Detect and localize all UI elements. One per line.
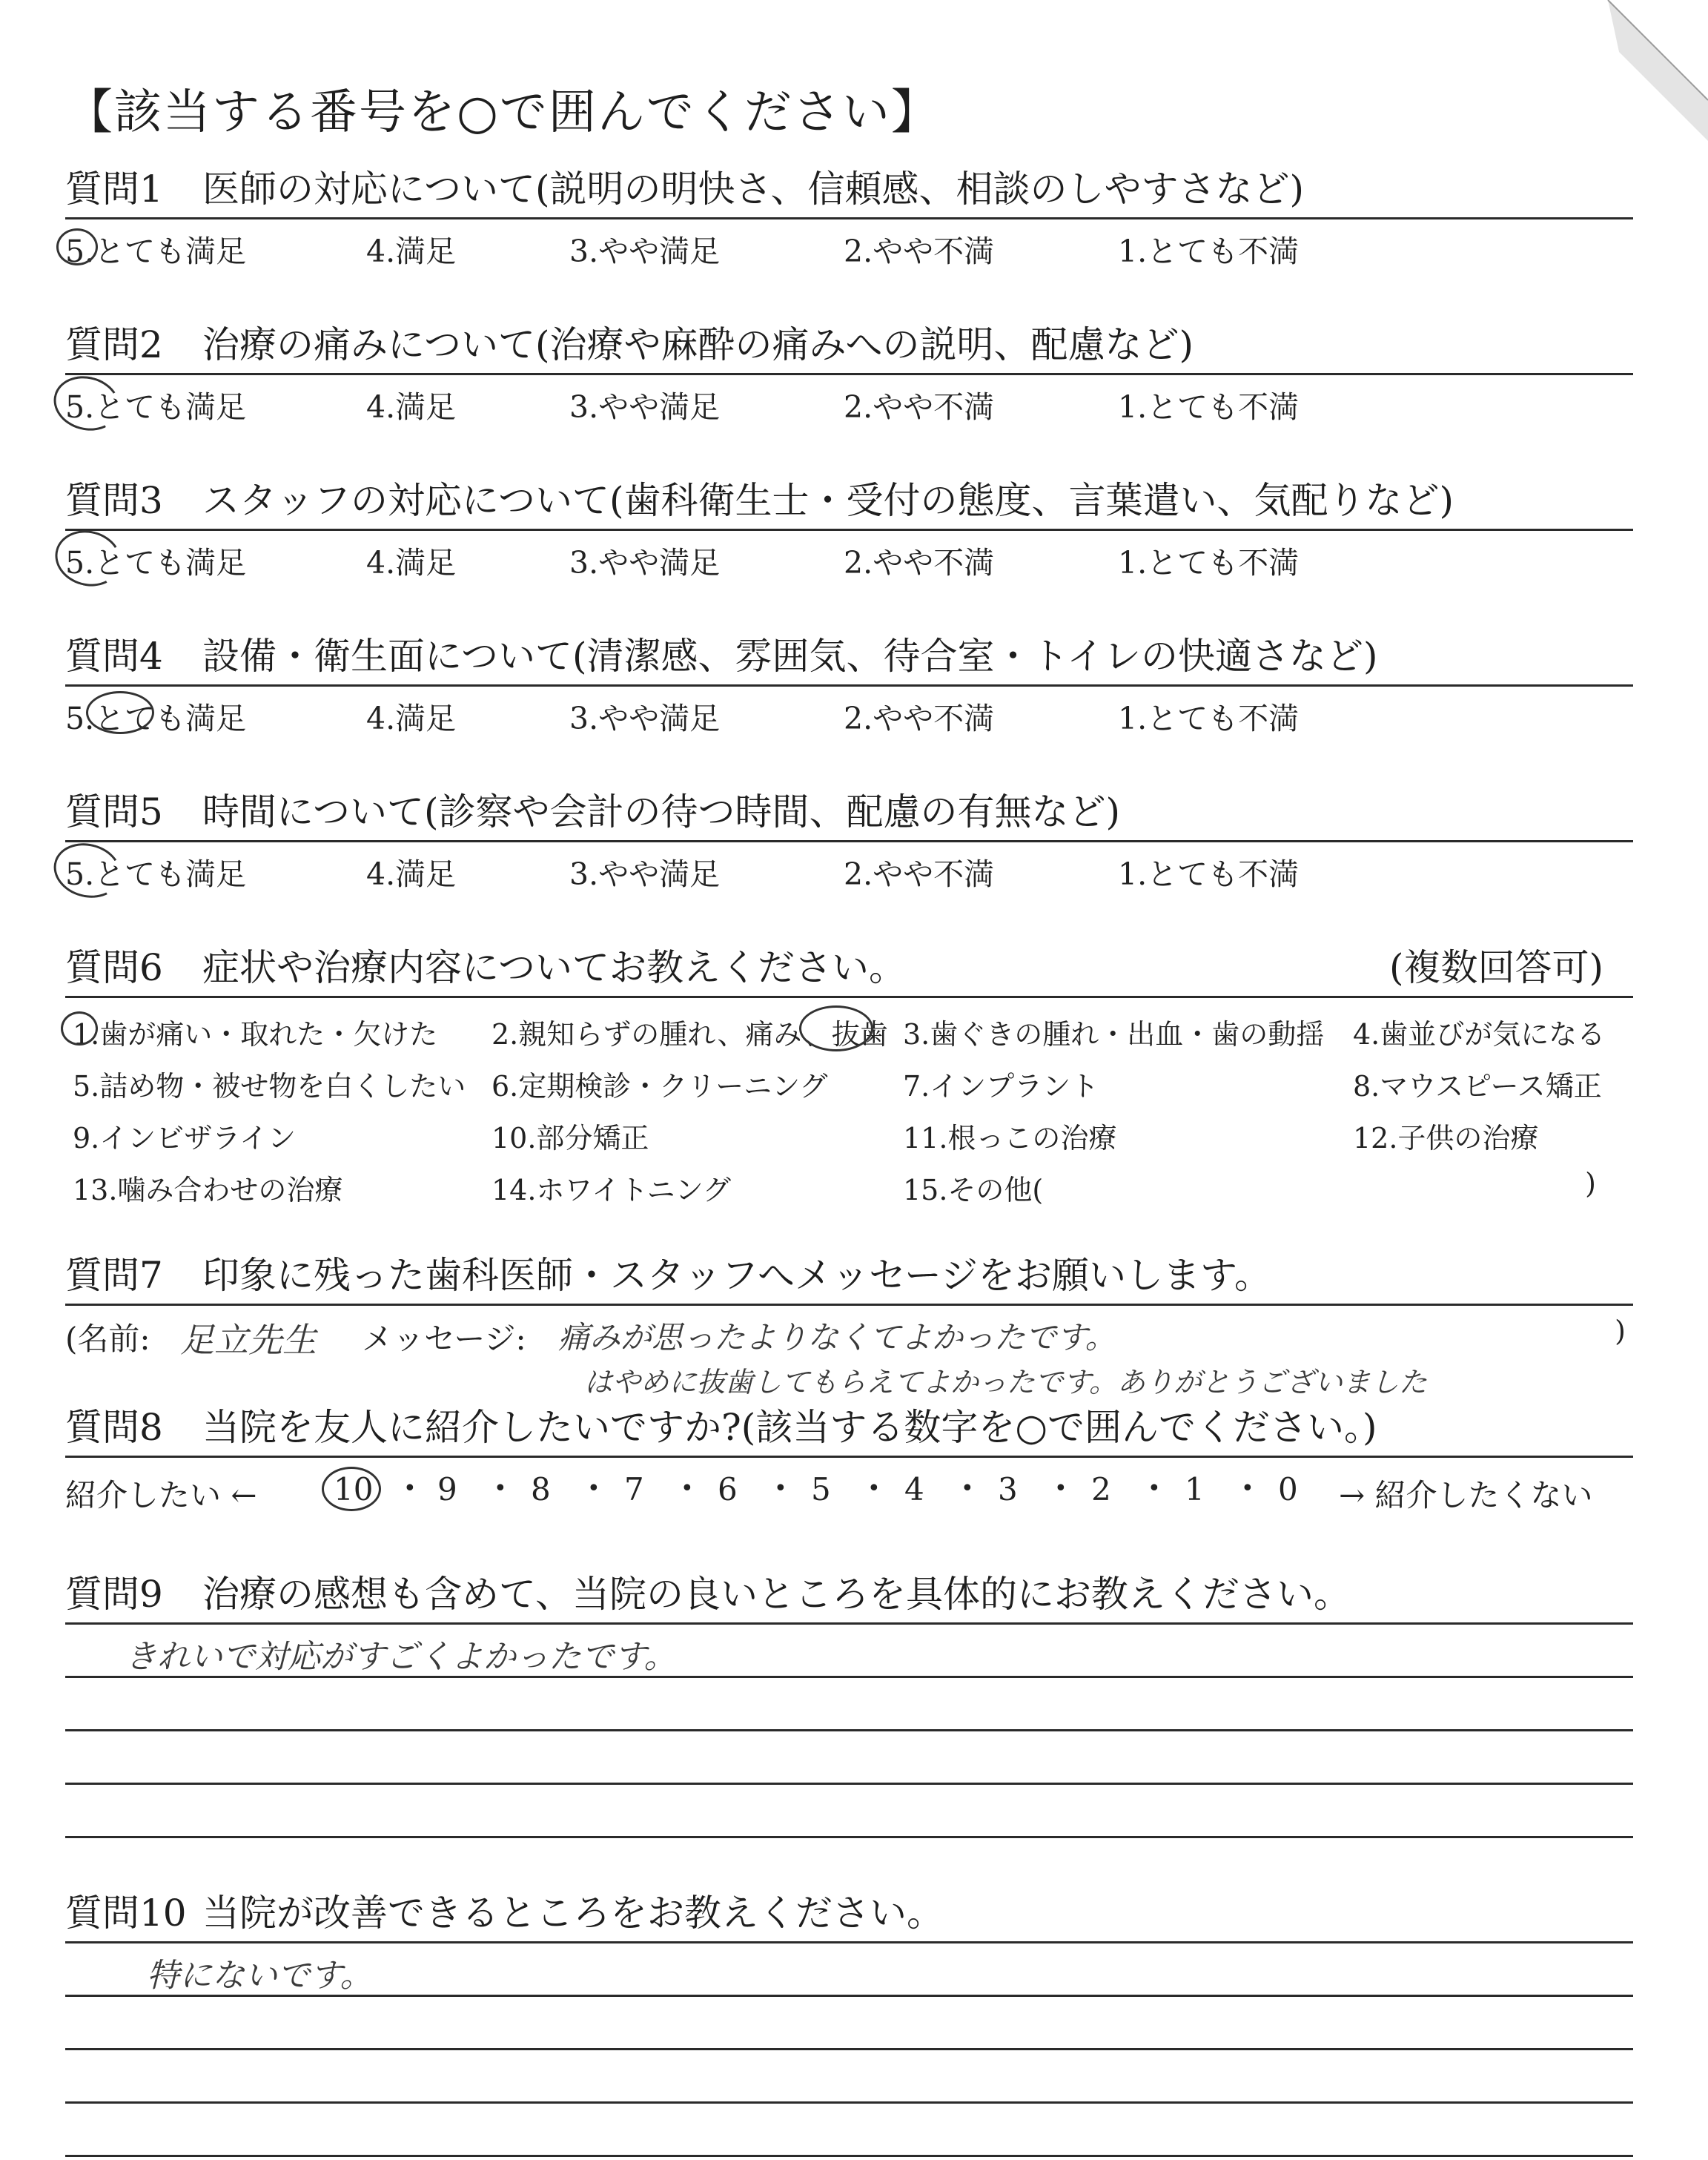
question-number: 質問7 bbox=[65, 1254, 163, 1297]
answer-handwritten[interactable]: きれいで対応がすごくよかったです。 bbox=[125, 1638, 677, 1676]
question-title bbox=[65, 634, 1633, 678]
answer-line bbox=[65, 1783, 1633, 1785]
selection-circle bbox=[322, 1467, 381, 1511]
answer-handwritten[interactable]: 特にないです。 bbox=[147, 1957, 373, 1995]
question-2 bbox=[65, 323, 1633, 424]
scale-separator: • bbox=[1241, 1476, 1254, 1502]
scale-separator: • bbox=[681, 1476, 694, 1502]
choice-5[interactable]: 5.とても満足 bbox=[65, 856, 247, 892]
question-text: 当院が改善できるところをお教えください。 bbox=[202, 1892, 944, 1935]
question-title bbox=[65, 167, 1633, 211]
scale-separator: • bbox=[1148, 1476, 1161, 1502]
question-title bbox=[65, 1891, 1633, 1935]
question-number: 質問8 bbox=[65, 1406, 163, 1449]
question-3 bbox=[65, 478, 1633, 580]
symptom-item[interactable]: 12.子供の治療 bbox=[1353, 1122, 1539, 1155]
question-text: 時間について(診察や会計の待つ時間、配慮の有無など) bbox=[202, 790, 1121, 833]
question-rule bbox=[65, 1622, 1633, 1625]
choice-3[interactable]: 3.やや満足 bbox=[569, 545, 721, 581]
choice-2[interactable]: 2.やや不満 bbox=[844, 701, 995, 736]
symptom-item[interactable]: 3.歯ぐきの腫れ・出血・歯の動揺 bbox=[903, 1018, 1325, 1051]
question-rule bbox=[65, 684, 1633, 687]
scale-value[interactable]: 9 bbox=[437, 1471, 457, 1507]
scale-value[interactable]: 2 bbox=[1091, 1471, 1111, 1507]
question-rule bbox=[65, 996, 1633, 998]
name-value[interactable]: 足立先生 bbox=[180, 1320, 317, 1360]
choice-1[interactable]: 1.とても不満 bbox=[1118, 701, 1300, 736]
scale-value[interactable]: 5 bbox=[811, 1471, 831, 1507]
scale-separator: • bbox=[1054, 1476, 1068, 1502]
selection-circle bbox=[56, 228, 98, 265]
question-text: 治療の感想も含めて、当院の良いところを具体的にお教えください。 bbox=[202, 1573, 1351, 1616]
scale-value[interactable]: 3 bbox=[998, 1471, 1018, 1507]
scale-separator: • bbox=[494, 1476, 507, 1502]
scale-value[interactable]: 1 bbox=[1185, 1471, 1205, 1507]
choice-3[interactable]: 3.やや満足 bbox=[569, 234, 721, 269]
choice-2[interactable]: 2.やや不満 bbox=[844, 856, 995, 892]
choice-1[interactable]: 1.とても不満 bbox=[1118, 545, 1300, 581]
question-9 bbox=[65, 1572, 1633, 1889]
symptom-item[interactable]: 6.定期検診・クリーニング bbox=[491, 1070, 828, 1103]
choice-5[interactable]: 5.とても満足 bbox=[65, 545, 247, 581]
scale-value[interactable]: 10 bbox=[334, 1471, 374, 1507]
rating-choices bbox=[65, 380, 1633, 424]
choice-4[interactable]: 4.満足 bbox=[366, 701, 457, 736]
selection-circle bbox=[47, 369, 126, 438]
rating-choices bbox=[65, 535, 1633, 580]
selection-circle bbox=[61, 1011, 98, 1046]
question-10 bbox=[65, 1891, 1633, 2160]
rating-choices bbox=[65, 691, 1633, 736]
question-7 bbox=[65, 1253, 1633, 1398]
symptom-item[interactable]: 2.親知らずの腫れ、痛み、抜歯 bbox=[491, 1018, 888, 1051]
answer-line bbox=[65, 1995, 1633, 1997]
symptom-item[interactable]: 5.詰め物・被せ物を白くしたい bbox=[73, 1070, 466, 1103]
answer-line bbox=[65, 1729, 1633, 1731]
question-1 bbox=[65, 167, 1633, 268]
other-close-paren: ) bbox=[1585, 1167, 1596, 1200]
question-number: 質問3 bbox=[65, 479, 163, 522]
question-text: 症状や治療内容についてお教えください。 bbox=[202, 946, 906, 989]
page-corner-fold bbox=[1567, 0, 1708, 141]
symptom-item[interactable]: 8.マウスピース矯正 bbox=[1353, 1070, 1602, 1103]
symptom-item[interactable]: 15.その他( bbox=[903, 1174, 1044, 1206]
scale-separator: • bbox=[587, 1476, 600, 1502]
question-number: 質問10 bbox=[65, 1892, 187, 1935]
message-label: メッセージ: bbox=[362, 1321, 526, 1357]
question-title bbox=[65, 1253, 1633, 1298]
name-label: (名前: bbox=[65, 1321, 150, 1357]
question-number: 質問4 bbox=[65, 635, 163, 678]
recommend-scale bbox=[65, 1464, 1633, 1516]
question-title bbox=[65, 1405, 1633, 1450]
question-8 bbox=[65, 1405, 1633, 1516]
answer-line bbox=[65, 1676, 1633, 1678]
scale-separator: • bbox=[961, 1476, 974, 1502]
scale-value[interactable]: 7 bbox=[624, 1471, 644, 1507]
question-6 bbox=[65, 945, 1633, 1221]
choice-4[interactable]: 4.満足 bbox=[366, 234, 457, 269]
symptom-item[interactable]: 14.ホワイトニング bbox=[491, 1174, 732, 1206]
scale-value[interactable]: 6 bbox=[718, 1471, 738, 1507]
question-title bbox=[65, 945, 1633, 990]
scale-separator: • bbox=[867, 1476, 881, 1502]
question-title bbox=[65, 478, 1633, 523]
question-rule bbox=[65, 1304, 1633, 1306]
choice-3[interactable]: 3.やや満足 bbox=[569, 856, 721, 892]
question-number: 質問9 bbox=[65, 1573, 163, 1616]
answer-line bbox=[65, 2101, 1633, 2104]
question-title bbox=[65, 1572, 1633, 1616]
selection-circle bbox=[799, 1005, 873, 1051]
question-number: 質問2 bbox=[65, 323, 163, 366]
message-area bbox=[65, 1309, 1633, 1398]
scale-left-label: 紹介したい ← bbox=[65, 1477, 257, 1513]
answer-lines bbox=[65, 1676, 1633, 1838]
question-4 bbox=[65, 634, 1633, 736]
choice-2[interactable]: 2.やや不満 bbox=[844, 234, 995, 269]
question-text: 治療の痛みについて(治療や麻酔の痛みへの説明、配慮など) bbox=[202, 323, 1194, 366]
question-text: 印象に残った歯科医師・スタッフへメッセージをお願いします。 bbox=[202, 1254, 1271, 1297]
scale-value[interactable]: 0 bbox=[1278, 1471, 1298, 1507]
message-close-paren: ) bbox=[1615, 1315, 1626, 1347]
choice-5[interactable]: 5.とても満足 bbox=[65, 389, 247, 425]
scale-value[interactable]: 8 bbox=[531, 1471, 551, 1507]
choice-1[interactable]: 1.とても不満 bbox=[1118, 234, 1300, 269]
multiple-answers-note: (複数回答可) bbox=[1388, 946, 1603, 989]
answer-lines bbox=[65, 1995, 1633, 2157]
choice-5[interactable]: 5.とても満足 bbox=[65, 701, 247, 736]
choice-3[interactable]: 3.やや満足 bbox=[569, 389, 721, 425]
symptom-item[interactable]: 7.インプラント bbox=[903, 1070, 1099, 1103]
question-title bbox=[65, 790, 1633, 834]
choice-1[interactable]: 1.とても不満 bbox=[1118, 389, 1300, 425]
question-title bbox=[65, 323, 1633, 367]
symptom-checklist bbox=[65, 1005, 1633, 1221]
symptom-item[interactable]: 1.歯が痛い・取れた・欠けた bbox=[73, 1018, 438, 1051]
scale-right-label: → 紹介したくない bbox=[1339, 1477, 1593, 1513]
symptom-item[interactable]: 9.インビザライン bbox=[73, 1122, 297, 1155]
choice-2[interactable]: 2.やや不満 bbox=[844, 389, 995, 425]
rating-choices bbox=[65, 847, 1633, 891]
question-rule bbox=[65, 529, 1633, 531]
selection-circle bbox=[47, 836, 128, 905]
choice-1[interactable]: 1.とても不満 bbox=[1118, 856, 1300, 892]
question-rule bbox=[65, 1456, 1633, 1458]
selection-circle bbox=[49, 524, 128, 594]
answer-line bbox=[65, 1836, 1633, 1838]
question-rule bbox=[65, 217, 1633, 219]
rating-choices bbox=[65, 224, 1633, 268]
question-rule bbox=[65, 373, 1633, 375]
choice-4[interactable]: 4.満足 bbox=[366, 856, 457, 892]
question-rule bbox=[65, 1941, 1633, 1943]
choice-4[interactable]: 4.満足 bbox=[366, 545, 457, 581]
answer-line bbox=[65, 2155, 1633, 2157]
question-number: 質問6 bbox=[65, 946, 163, 989]
symptom-item[interactable]: 13.噛み合わせの治療 bbox=[73, 1174, 343, 1206]
scale-separator: • bbox=[774, 1476, 787, 1502]
question-text: 設備・衛生面について(清潔感、雰囲気、待合室・トイレの快適さなど) bbox=[202, 635, 1378, 678]
selection-circle bbox=[86, 691, 154, 734]
symptom-item[interactable]: 4.歯並びが気になる bbox=[1353, 1018, 1606, 1051]
question-text: 医師の対応について(説明の明快さ、信頼感、相談のしやすさなど) bbox=[202, 168, 1305, 211]
choice-2[interactable]: 2.やや不満 bbox=[844, 545, 995, 581]
choice-3[interactable]: 3.やや満足 bbox=[569, 701, 721, 736]
form-heading: 【該当する番号を○で囲んでください】 bbox=[65, 85, 940, 140]
question-5 bbox=[65, 790, 1633, 891]
message-line-1[interactable]: 痛みが思ったよりなくてよかったです。 bbox=[558, 1319, 1116, 1355]
symptom-item[interactable]: 11.根っこの治療 bbox=[903, 1122, 1117, 1155]
message-line-2[interactable]: はやめに抜歯してもらえてよかったです。ありがとうございました bbox=[584, 1366, 1427, 1398]
choice-5[interactable]: 5.とても満足 bbox=[65, 234, 247, 269]
question-text: 当院を友人に紹介したいですか?(該当する数字を○で囲んでください。) bbox=[202, 1406, 1377, 1449]
answer-line bbox=[65, 2048, 1633, 2050]
question-text: スタッフの対応について(歯科衛生士・受付の態度、言葉遣い、気配りなど) bbox=[202, 479, 1454, 522]
scale-separator: • bbox=[403, 1476, 417, 1502]
scale-value[interactable]: 4 bbox=[904, 1471, 924, 1507]
question-number: 質問1 bbox=[65, 168, 163, 211]
symptom-item[interactable]: 10.部分矯正 bbox=[491, 1122, 649, 1155]
question-rule bbox=[65, 840, 1633, 842]
choice-4[interactable]: 4.満足 bbox=[366, 389, 457, 425]
question-number: 質問5 bbox=[65, 790, 163, 833]
